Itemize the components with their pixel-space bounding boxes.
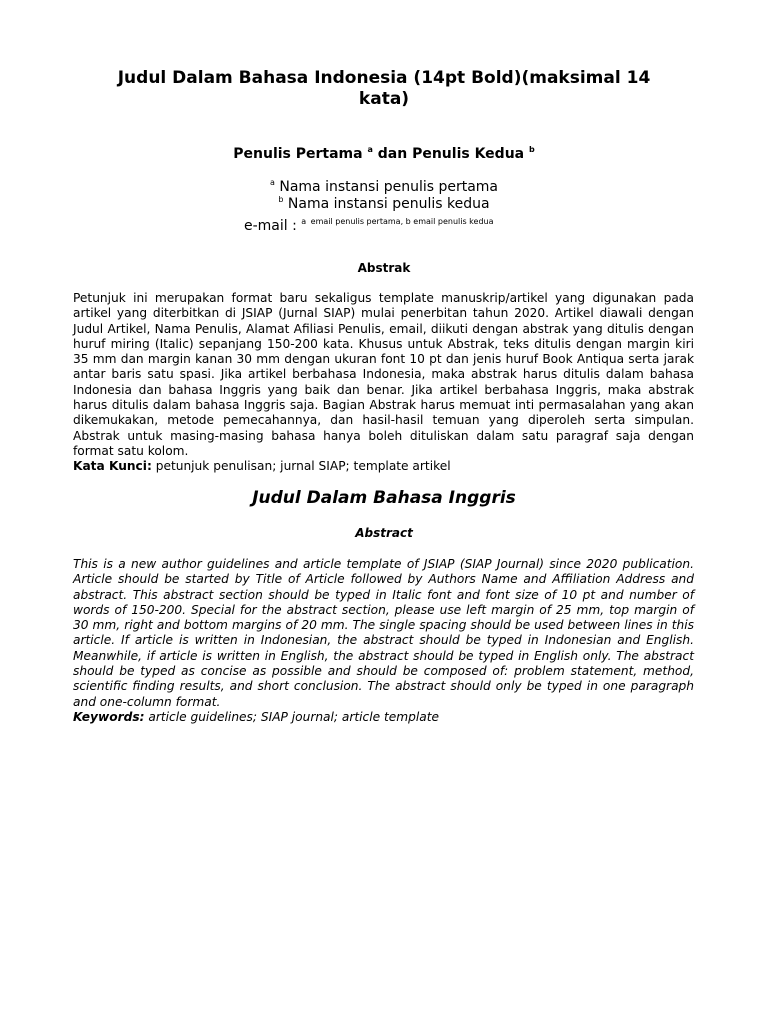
first-author-marker: a (367, 145, 373, 154)
email-marker: a (301, 217, 307, 226)
second-author: Penulis Kedua (412, 146, 525, 162)
affiliation-text: Nama instansi penulis kedua (287, 196, 490, 212)
affiliation-second (0, 196, 768, 213)
keywords-line (73, 710, 694, 725)
first-author: Penulis Pertama (233, 146, 363, 162)
affiliation-marker: b (278, 195, 284, 204)
second-author-marker: b (528, 145, 535, 154)
affiliation-first (0, 179, 768, 196)
kata-kunci-text: petunjuk penulisan; jurnal SIAP; template artikel (155, 459, 451, 473)
keywords-text: article guidelines; SIAP journal; article template (148, 710, 440, 724)
english-title: Judul Dalam Bahasa Inggris (252, 488, 516, 508)
kata-kunci-line (73, 459, 694, 474)
abstrak-body: Petunjuk ini merupakan format baru sekaligus template manuskrip/artikel yang digunakan pada artikel yang diterbitkan di JSIAP (Jurnal SIAP) mulai penerbitan tahun 2020. Artikel diawali dengan Judul Artikel, Nama Penulis, Alamat Afiliasi Penulis, email, diikuti dengan abstrak yang ditulis dengan huruf miring (Italic) sepanjang 150-200 kata. Khusus untuk Abstrak, teks ditulis dengan margin kiri 35 mm dan margin kanan 30 mm dengan ukuran font 10 pt dan jenis huruf Book Antiqua serta jarak antar baris satu spasi. Jika artikel berbahasa Indonesia, maka abstrak harus ditulis dalam bahasa Indonesia dan bahasa Inggris yang baik dan benar. Jika artikel berbahasa Inggris, maka abstrak harus ditulis dalam bahasa Inggris saja. Bagian Abstrak harus memuat inti permasalahan yang akan dikemukakan, metode pemecahannya, dan hasil-hasil temuan yang diperoleh serta simpulan. Abstrak untuk masing-masing bahasa hanya boleh dituliskan dalam satu paragraf saja dengan format satu kolom. (73, 291, 694, 458)
email-line (244, 213, 494, 235)
paper-title: Judul Dalam Bahasa Indonesia (14pt Bold)(maksimal 14 kata) (117, 68, 651, 109)
abstract-heading: Abstract (355, 526, 413, 540)
author-connector: dan (377, 146, 408, 162)
abstract-body: This is a new author guidelines and article template of JSIAP (SIAP Journal) since 2020 publication. Article should be started by Title of Article followed by Authors Name and Affiliation Address and abstract. This abstract section should be typed in Italic font and font size of 10 pt and number of words of 150-200. Special for the abstract section, please use left margin of 25 mm, top margin of 30 mm, right and bottom margins of 20 mm. The single spacing should be used between lines in this article. If article is written in Indonesian, the abstract should be typed in Indonesian and English. Meanwhile, if article is written in English, the abstract should be typed in English only. The abstract should be typed as concise as possible and should be composed of: problem statement, method, scientific finding results, and short conclusion. The abstract should only be typed in one paragraph and one-column format. (73, 557, 694, 709)
email-label: e-mail : (244, 218, 297, 234)
affiliation-marker: a (269, 178, 275, 187)
author-line (0, 145, 768, 163)
abstrak-heading: Abstrak (357, 261, 411, 275)
keywords-label: Keywords: (73, 710, 145, 724)
email-note: email penulis pertama, b email penulis kedua (310, 217, 494, 226)
affiliation-text: Nama instansi penulis pertama (279, 179, 499, 195)
kata-kunci-label: Kata Kunci: (73, 459, 152, 473)
